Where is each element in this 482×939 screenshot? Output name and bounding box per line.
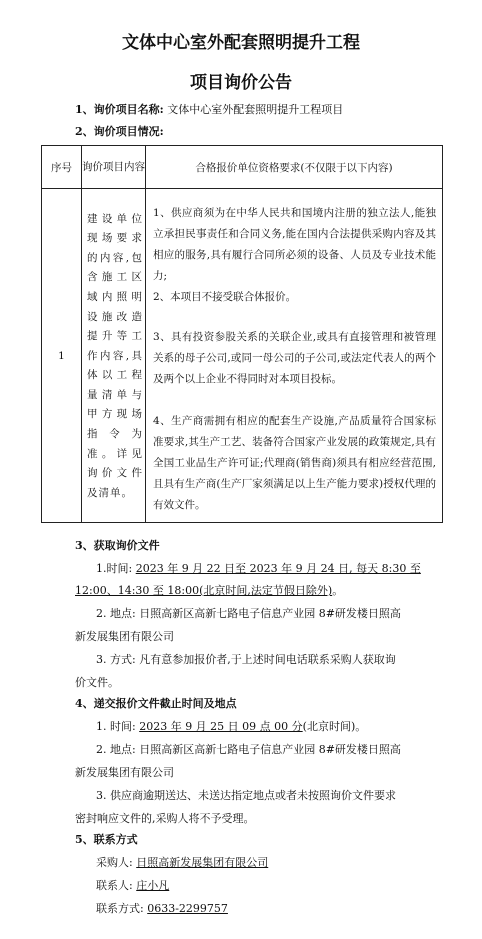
s3-place-line1: 2. 地点: 日照高新区高新七路电子信息产业园 8#研发楼日照高 bbox=[96, 607, 401, 620]
section-1 bbox=[75, 103, 343, 117]
section-5-label: 5、联系方式 bbox=[75, 833, 138, 846]
row-requirements bbox=[146, 189, 443, 523]
project-name: 文体中心室外配套照明提升工程项目 bbox=[167, 103, 344, 116]
buyer-line bbox=[96, 856, 268, 870]
buyer-value: 日照高新发展集团有限公司 bbox=[136, 856, 269, 869]
doc-title: 文体中心室外配套照明提升工程 bbox=[122, 33, 360, 53]
s3-time-prefix: 1.时间: bbox=[96, 562, 136, 575]
s4-place-line2: 新发展集团有限公司 bbox=[75, 766, 174, 779]
section-4-label: 4、递交报价文件截止时间及地点 bbox=[75, 697, 237, 710]
contact-value: 庄小凡 bbox=[136, 879, 170, 892]
s3-way-line1: 3. 方式: 凡有意参加报价者,于上述时间电话联系采购人获取询 bbox=[96, 653, 396, 666]
requirement-2: 2、本项目不接受联合体报价。 bbox=[153, 291, 297, 303]
s3-time-hours: 12:00、14:30 至 18:00(北京时间,法定节假日除外) bbox=[75, 584, 333, 597]
s3-way-line2: 价文件。 bbox=[75, 676, 119, 689]
doc-subtitle: 项目询价公告 bbox=[190, 73, 292, 93]
s3-place-line2: 新发展集团有限公司 bbox=[75, 630, 174, 643]
requirements-table bbox=[41, 145, 443, 523]
table-row bbox=[42, 189, 443, 523]
row-no: 1 bbox=[42, 189, 82, 523]
phone-value: 0633-2299757 bbox=[147, 902, 228, 915]
s4-time-suffix: (北京时间)。 bbox=[302, 720, 367, 733]
s4-time-prefix: 1. 时间: bbox=[96, 720, 140, 733]
s3-time-line1 bbox=[96, 562, 421, 576]
section-2-label: 2、询价项目情况: bbox=[75, 125, 164, 138]
header-content: 询价项目内容 bbox=[82, 146, 146, 189]
buyer-label: 采购人: bbox=[96, 856, 133, 869]
s4-note-line1: 3. 供应商逾期送达、未送达指定地点或者未按照询价文件要求 bbox=[96, 789, 396, 802]
s3-time-line2 bbox=[75, 584, 343, 598]
requirement-1: 1、供应商须为在中华人民共和国境内注册的独立法人,能独立承担民事责任和合同义务,能在国内合法提供采购内容及其相应的服务,具有履行合同所必须的设备、人员及专业技术能力; bbox=[153, 207, 436, 282]
header-no: 序号 bbox=[42, 146, 82, 189]
s3-time-range: 2023 年 9 月 22 日至 2023 年 9 月 24 日, 每天 8:30 至 bbox=[135, 562, 421, 575]
contact-line bbox=[96, 879, 169, 893]
section-1-label: 1、询价项目名称: bbox=[75, 103, 164, 116]
s4-time-line bbox=[96, 720, 366, 734]
requirement-4: 4、生产商需拥有相应的配套生产设施,产品质量符合国家标准要求,其生产工艺、装备符合国家产业发展的政策规定,具有全国工业品生产许可证;代理商(销售商)须具有相应经营范围,且具有生产商(生产厂家须满足以上生产能力要求)授权代理的有效文件。 bbox=[153, 415, 436, 511]
section-3-label: 3、获取询价文件 bbox=[75, 539, 160, 552]
s4-place-line1: 2. 地点: 日照高新区高新七路电子信息产业园 8#研发楼日照高 bbox=[96, 743, 401, 756]
s4-note-line2: 密封响应文件的,采购人将不予受理。 bbox=[75, 812, 255, 825]
contact-label: 联系人: bbox=[96, 879, 133, 892]
s4-deadline: 2023 年 9 月 25 日 09 点 00 分 bbox=[139, 720, 303, 733]
row-scope: 建设单位现场要求的内容,包含施工区域内照明设施改造提升等工作内容,具体以工程量清单与甲方现场指令为准。详见询价文件及清单。 bbox=[82, 189, 146, 523]
header-requirements: 合格报价单位资格要求(不仅限于以下内容) bbox=[146, 146, 443, 189]
s3-time-end: 。 bbox=[332, 584, 344, 597]
phone-line bbox=[96, 902, 228, 916]
phone-label: 联系方式: bbox=[96, 902, 144, 915]
requirement-3: 3、具有投资参股关系的关联企业,或具有直接管理和被管理关系的母子公司,或同一母公司的子公司,或法定代表人的两个及两个以上企业不得同时对本项目投标。 bbox=[153, 331, 436, 385]
table-header-row bbox=[42, 146, 443, 189]
